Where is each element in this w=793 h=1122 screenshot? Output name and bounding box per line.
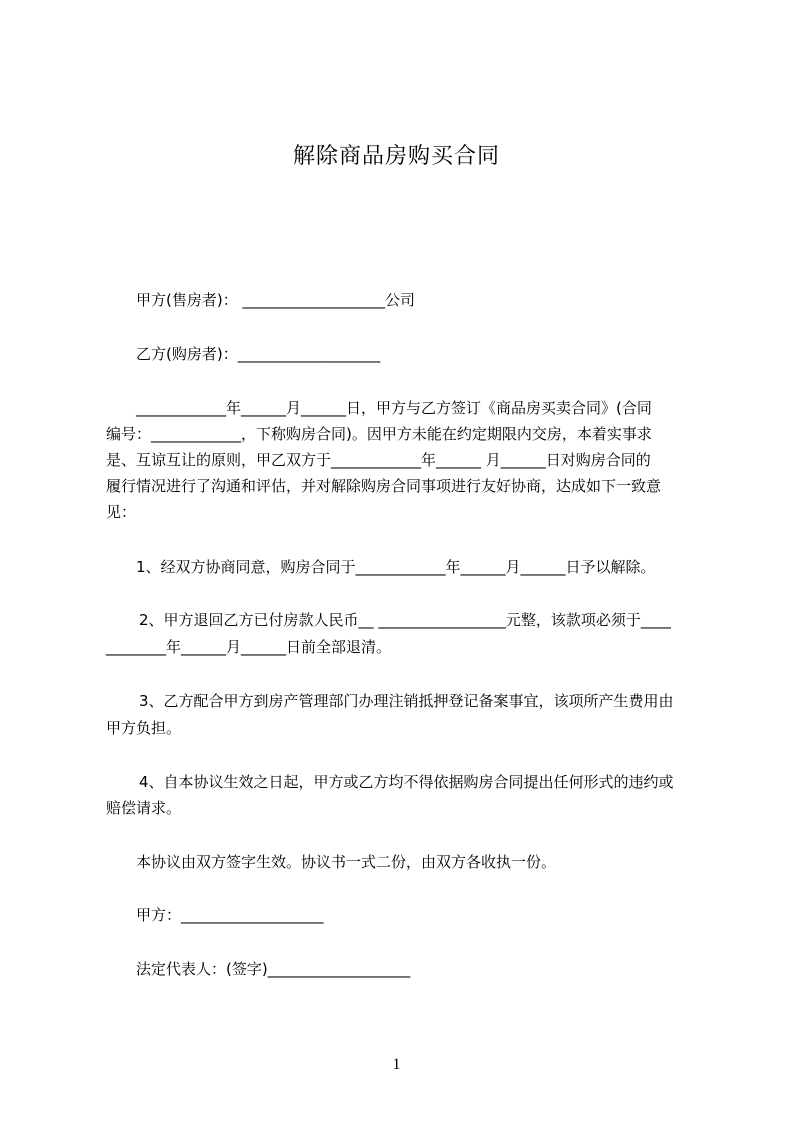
clause-1: 1、经双方协商同意，购房合同于____________年______月______日予以解除。 [136,558,656,576]
clause-2-line: 2、甲方退回乙方已付房款人民币__ _________________元整，该款项必须于____ [139,611,671,629]
document-title: 解除商品房购买合同 [292,144,500,169]
intro-line: 是、互谅互让的原则，甲乙双方于____________年______ 月______日对购房合同的 [106,451,651,469]
clause-4-line: 4、自本协议生效之日起，甲方或乙方均不得依据购房合同提出任何形式的违约或 [139,773,674,791]
page-number: 1 [392,1056,401,1073]
intro-line: 见： [106,503,137,521]
clause-2-line: ________年______月______日前全部退清。 [106,638,392,656]
party-a-line: 甲方(售房者)： ___________________公司 [136,291,415,309]
signature-legal-representative: 法定代表人：(签字)___________________ [136,960,411,978]
clause-3-line: 3、乙方配合甲方到房产管理部门办理注销抵押登记备案事宜，该项所产生费用由 [139,692,674,710]
intro-line: 履行情况进行了沟通和评估，并对解除购房合同事项进行友好协商，达成如下一致意 [106,477,662,495]
clause-4-line: 赔偿请求。 [106,799,182,817]
signature-party-a: 甲方：___________________ [136,906,324,924]
clause-3-line: 甲方负担。 [106,719,182,737]
effect-statement: 本协议由双方签字生效。协议书一式二份，由双方各收执一份。 [136,853,557,871]
intro-line: ____________年______月______日，甲方与乙方签订《商品房买卖合同》(合同 [136,399,652,417]
intro-line: 编号：____________，下称购房合同)。因甲方未能在约定期限内交房，本着实事求 [106,425,652,443]
party-b-line: 乙方(购房者)：___________________ [136,345,381,363]
